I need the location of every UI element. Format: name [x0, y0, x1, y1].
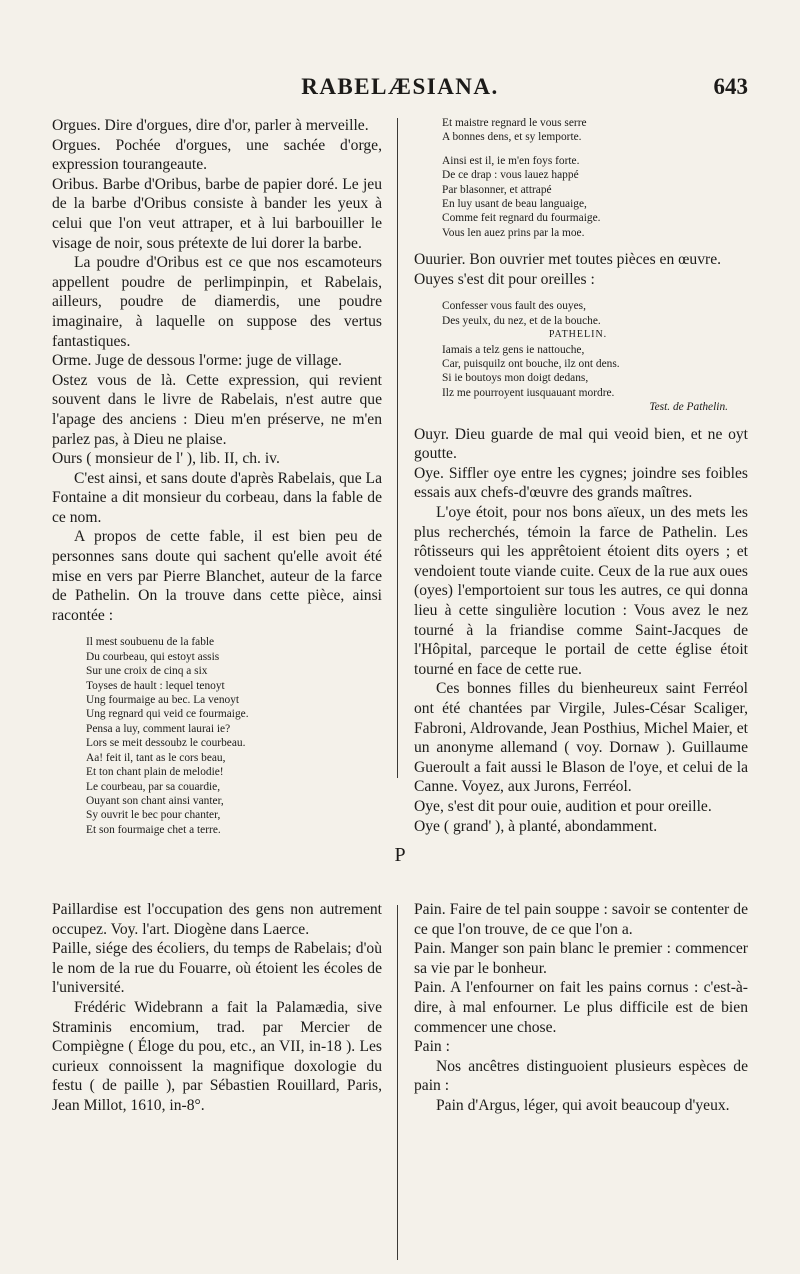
poem-line: Vous len auez prins par la moe. [442, 226, 585, 239]
entry-paille: Paille, siége des écoliers, du temps de Rabelais; d'où le nom de la rue du Fouarre, où étoient les écoles de l'université. [52, 940, 382, 997]
poem-pathelin [442, 299, 748, 414]
entry-pain-2: Pain. Manger son pain blanc le premier : commencer sa vie par le bonheur. [414, 940, 748, 977]
poem-line: Il mest soubuenu de la fable [86, 636, 215, 649]
poem-corbeau [86, 635, 382, 837]
poem-line: Lors se meit dessoubz le courbeau. [86, 737, 246, 750]
poem-line: Aa! feit il, tant as le cors beau, [86, 751, 226, 764]
poem-line: Comme feit regnard du fourmaige. [442, 212, 601, 225]
left-column-bottom [52, 900, 382, 1116]
speaker-name: PATHELIN. [548, 329, 608, 341]
poem-line: Ouyant son chant ainsi vanter, [86, 794, 224, 807]
entry-oye-1: Oye. Siffler oye entre les cygnes; joindre ses foibles essais aux chefs-d'œuvre des grands maîtres. [414, 464, 748, 502]
paragraph-poudre: La poudre d'Oribus est ce que nos escamoteurs appellent poudre de perlimpinpin, et Rabelais, ailleurs, poudre de diamerdis, une poudre imaginaire, à laquelle on suppose des vertus fantastiques. [52, 254, 382, 350]
poem-line: Ung fourmaige au bec. La venoyt [86, 694, 240, 707]
poem-line: A bonnes dens, et sy lemporte. [442, 131, 582, 144]
entry-ouyr: Ouyr. Dieu guarde de mal qui veoid bien, et ne oyt goutte. [414, 425, 748, 463]
entry-oye-3: Oye ( grand' ), à planté, abondamment. [414, 817, 658, 835]
column-rule-bottom [397, 905, 398, 1260]
running-header [0, 74, 800, 104]
entry-paillardise: Paillardise est l'occupation des gens non autrement occupez. Voy. l'art. Diogène dans Laerce. [52, 901, 382, 938]
poem-line: Le courbeau, par sa couardie, [86, 780, 221, 793]
right-column-bottom [414, 900, 748, 1116]
entry-ouurier: Ouurier. Bon ouvrier met toutes pièces en œuvre. [414, 251, 722, 269]
page-number: 643 [713, 74, 748, 99]
poem-line: Ilz me pourroyent iusquauant mordre. [442, 386, 615, 399]
entry-ouyes: Ouyes s'est dit pour oreilles : [414, 270, 595, 288]
poem-line: Si ie boutoys mon doigt dedans, [442, 372, 589, 385]
entry-orgues-2: Orgues. Pochée d'orgues, une sachée d'orge, expression tourangeaute. [52, 136, 382, 174]
paragraph-bonnes-filles: Ces bonnes filles du bienheureux saint Ferréol ont été chantées par Virgile, Jules-César Scaliger, Fabroni, Aldrovande, Jean Posthius, Michel Maier, et un anonyme allemand ( voy. Dornaw ). Guillaume Gueroult a fait aussi le Blason de l'oye, et celui de la Canne. Voyez, aux Jurons, Ferréol. [414, 680, 748, 796]
poem-line: Iamais a telz gens ie nattouche, [442, 343, 585, 356]
entry-ours: Ours ( monsieur de l' ), lib. II, ch. iv. [52, 450, 280, 468]
poem-line: Par blasonner, et attrapé [442, 183, 552, 196]
left-column-top [52, 116, 382, 847]
column-rule-top [397, 118, 398, 778]
paragraph-ancetres: Nos ancêtres distinguoient plusieurs espèces de pain : [414, 1057, 748, 1095]
stanza-gap [442, 145, 748, 154]
entry-oye-2: Oye, s'est dit pour ouie, audition et pour oreille. [414, 797, 712, 815]
poem-source: Test. de Pathelin. [649, 401, 728, 414]
entry-orme: Orme. Juge de dessous l'orme: juge de village. [52, 352, 342, 370]
right-column-top [414, 116, 748, 836]
poem-regnard [442, 116, 748, 240]
entry-pain-1: Pain. Faire de tel pain souppe : savoir se contenter de ce que l'on trouve, de ce que l'on a. [414, 901, 748, 938]
poem-line: Confesser vous fault des ouyes, [442, 300, 586, 313]
entry-oribus: Oribus. Barbe d'Oribus, barbe de papier doré. Le jeu de la barbe d'Oribus consiste à bander les yeux à celui que l'on veut attraper, et à lui barbouiller le visage de noir, sous prétexte de lui dorer la barbe. [52, 175, 382, 252]
poem-line: En luy usant de beau languaige, [442, 198, 587, 211]
poem-line: Sy ouvrit le bec pour chanter, [86, 809, 221, 822]
poem-line: Et son fourmaige chet a terre. [86, 823, 221, 836]
poem-line: Ung regnard qui veid ce fourmaige. [86, 708, 249, 721]
poem-line: Du courbeau, qui estoyt assis [86, 650, 220, 663]
poem-line: Et ton chant plain de melodie! [86, 766, 224, 779]
entry-orgues-1: Orgues. Dire d'orgues, dire d'or, parler à merveille. [52, 117, 369, 134]
poem-line: Toyses de hault : lequel tenoyt [86, 679, 225, 692]
poem-line: Ainsi est il, ie m'en foys forte. [442, 154, 580, 167]
paragraph-fontaine: C'est ainsi, et sans doute d'après Rabelais, que La Fontaine a dit monsieur du corbeau, dans la fable de ce nom. [52, 469, 382, 526]
poem-line: Sur une croix de cinq a six [86, 665, 208, 678]
entry-ostez: Ostez vous de là. Cette expression, qui revient souvent dans le livre de Rabelais, n'est autre que l'apage des anciens : Dieu m'en préserve, ne m'en parlez pas, à Dieu ne plaise. [52, 371, 382, 448]
entry-pain-4: Pain : [414, 1038, 450, 1056]
paragraph-widebrann: Frédéric Widebrann a fait la Palamædia, sive Straminis encomium, trad. par Mercier de Compiègne ( Éloge du pou, etc., an VII, in-18 ). Les curieux connoissent la magnifique doxologie du festu ( de paille ), par Sébastien Rouillard, Paris, Jean Millot, 1610, in-8°. [52, 998, 382, 1114]
poem-line: Pensa a luy, comment laurai ie? [86, 722, 231, 735]
section-letter: P [394, 844, 406, 866]
paragraph-oye-mets: L'oye étoit, pour nos bons aïeux, un des mets les plus recherchés, témoin la farce de Pathelin. Les rôtisseurs qui les apprêtoient étoient dits oyers ; et vendoient toute viande cuite. Ceux de la rue aux oues (oyes) l'emportoient sur tous les autres, ce qui donna lieu à cette singulière locution : Vous avez le nez tourné à la friandise comme Saint-Jacques de l'Hôpital, parceque le portail de cette église étoit tourné en face de cette rue. [414, 504, 748, 678]
poem-line: De ce drap : vous lauez happé [442, 169, 579, 182]
paragraph-argus: Pain d'Argus, léger, qui avoit beaucoup d'yeux. [436, 1096, 730, 1114]
paragraph-fable: A propos de cette fable, il est bien peu de personnes sans doute qui sachent qu'elle avoit été mise en vers par Pierre Blanchet, auteur de la farce de Pathelin. On la trouve dans cette pièce, ainsi racontée : [52, 528, 382, 624]
entry-pain-3: Pain. A l'enfourner on fait les pains cornus : c'est-à-dire, à mal enfourner. Le plus difficile est de bien commencer une chose. [414, 979, 748, 1036]
poem-line: Des yeulx, du nez, et de la bouche. [442, 314, 601, 327]
poem-line: Et maistre regnard le vous serre [442, 117, 587, 129]
poem-line: Car, puisquilz ont bouche, ilz ont dens. [442, 358, 620, 371]
running-title: RABELÆSIANA. [301, 74, 499, 99]
